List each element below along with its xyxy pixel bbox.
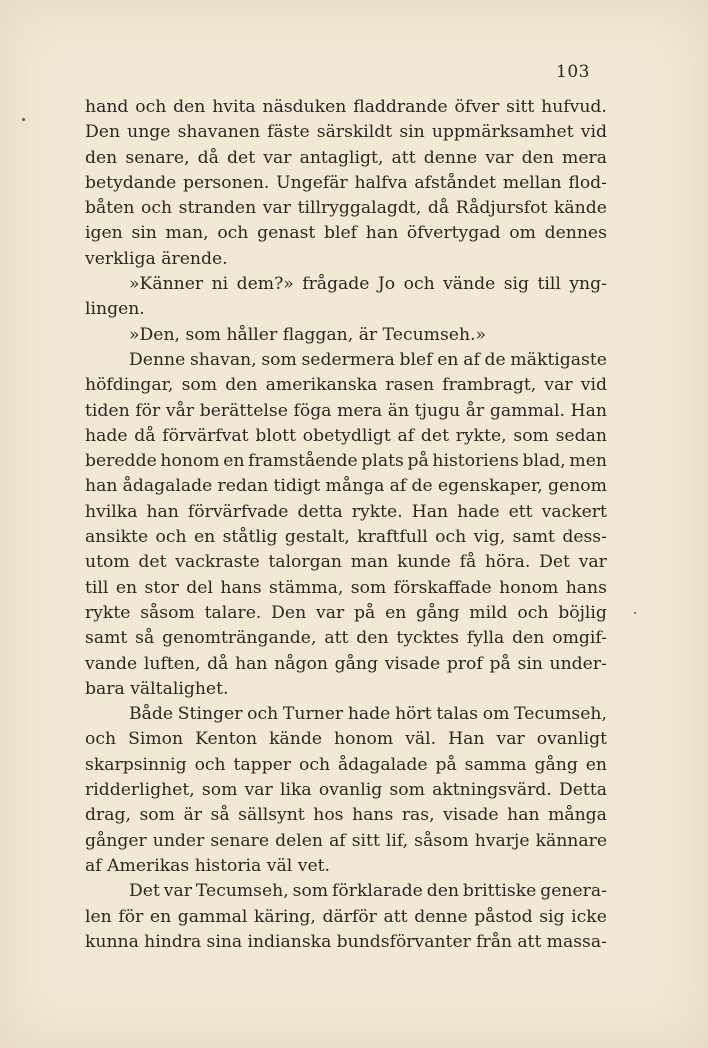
text-line: den senare, då det var antagligt, att denne var den mera <box>85 147 607 168</box>
text-line: samt så genomträngande, att den tycktes fylla den omgif- <box>85 628 607 649</box>
text-line: Denne shavan, som sedermera blef en af de mäktigaste <box>129 349 607 370</box>
text-line: kunna hindra sina indianska bundsförvanter från att massa- <box>85 931 607 952</box>
text-line: hade då förvärfvat blott obetydligt af det rykte, som sedan <box>85 425 607 446</box>
text-line: beredde honom en framstående plats på historiens blad, men <box>85 451 607 472</box>
text-line: båten och stranden var tillryggalagdt, då Rådjursfot kände <box>85 198 607 219</box>
text-line: vande luften, då han någon gång visade prof på sin under- <box>85 653 607 674</box>
text-line: betydande personen. Ungefär halfva afståndet mellan flod- <box>85 172 607 193</box>
text-line: verkliga ärende. <box>85 248 228 269</box>
text-line: till en stor del hans stämma, som förskaffade honom hans <box>85 577 607 598</box>
text-line: hand och den hvita näsduken fladdrande öfver sitt hufvud. <box>85 97 607 117</box>
text-line: igen sin man, och genast blef han öfvertygad om dennes <box>85 223 607 244</box>
text-line: skarpsinnig och tapper och ådagalade på samma gång en <box>85 754 607 775</box>
text-line: Både Stinger och Turner hade hört talas om Tecumseh, <box>129 704 607 725</box>
text-line: höfdingar, som den amerikanska rasen frambragt, var vid <box>85 375 607 396</box>
text-line: »Känner ni dem?» frågade Jo och vände sig till yng- <box>129 274 607 295</box>
paper-speck <box>634 612 636 614</box>
text-line: ridderlighet, som var lika ovanlig som aktningsvärd. Detta <box>85 780 607 801</box>
text-line: ansikte och en ståtlig gestalt, kraftfull och vig, samt dess- <box>85 527 607 548</box>
text-line: gånger under senare delen af sitt lif, såsom hvarje kännare <box>85 830 607 851</box>
text-line: tiden för vår berättelse föga mera än tjugu år gammal. Han <box>85 400 607 421</box>
text-line: len för en gammal käring, därför att denne påstod sig icke <box>85 906 607 927</box>
paper-speck <box>22 118 25 121</box>
body-text <box>85 95 607 955</box>
text-line: drag, som är så sällsynt hos hans ras, visade han många <box>85 805 607 826</box>
text-line: utom det vackraste talorgan man kunde få höra. Det var <box>85 552 607 573</box>
text-line: Den unge shavanen fäste särskildt sin uppmärksamhet vid <box>85 122 607 143</box>
text-line: bara vältalighet. <box>85 678 229 699</box>
text-line: och Simon Kenton kände honom väl. Han var ovanligt <box>85 729 607 750</box>
text-line: »Den, som håller flaggan, är Tecumseh.» <box>129 324 486 345</box>
text-line: af Amerikas historia väl vet. <box>85 855 331 876</box>
text-line: lingen. <box>85 299 145 320</box>
text-line: han ådagalade redan tidigt många af de egenskaper, genom <box>85 476 607 497</box>
text-line: Det var Tecumseh, som förklarade den brittiske genera- <box>129 881 607 902</box>
text-line: rykte såsom talare. Den var på en gång mild och böjlig <box>85 602 607 623</box>
page-number: 103 <box>556 62 590 82</box>
text-line: hvilka han förvärfvade detta rykte. Han hade ett vackert <box>85 501 607 522</box>
